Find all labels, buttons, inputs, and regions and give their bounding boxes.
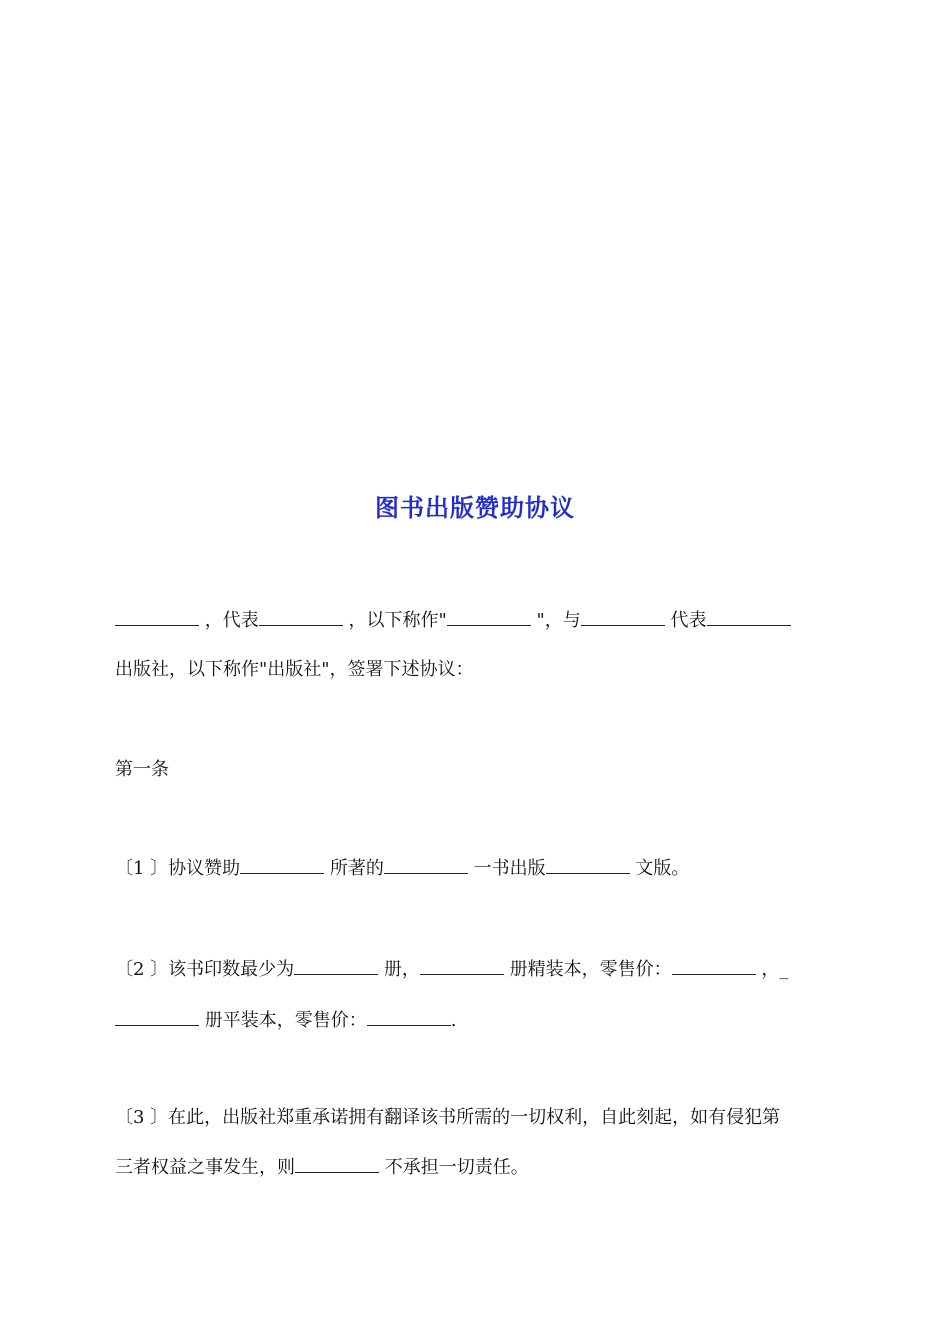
blank-field[interactable] — [367, 1008, 451, 1026]
item-3-text-prefix: 三者权益之事发生，则 — [115, 1157, 295, 1178]
item-2-line-2 — [115, 1008, 845, 1033]
item-3-line-1: 〔3 〕在此，出版社郑重承诺拥有翻译该书所需的一切权利，自此刻起，如有侵犯第 — [115, 1107, 781, 1128]
blank-field[interactable] — [546, 856, 630, 874]
item-2-text-copies: 册， — [383, 959, 420, 980]
blank-field[interactable] — [384, 856, 468, 874]
item-2-text-paperback: 册平装本，零售价： — [204, 1010, 367, 1031]
item-1-prefix: 〔1 〕协议赞助 — [115, 858, 241, 879]
intro-line-1 — [115, 608, 845, 633]
item-2-text-end: . — [450, 1010, 457, 1031]
intro-text-represent-2: 代表 — [670, 610, 707, 631]
blank-field[interactable] — [115, 608, 199, 626]
item-2-text-comma: ，_ — [761, 959, 789, 980]
blank-field[interactable] — [707, 608, 791, 626]
intro-line-2: 出版社，以下称作"出版社"，签署下述协议： — [115, 659, 474, 680]
intro-text-represent: ，代表 — [204, 610, 259, 631]
item-1-text-edition: 文版。 — [635, 858, 690, 879]
document-title: 图书出版赞助协议 — [375, 493, 575, 522]
blank-field[interactable] — [447, 608, 531, 626]
blank-field[interactable] — [294, 957, 378, 975]
intro-text-hereinafter: ，以下称作" — [348, 610, 447, 631]
blank-field[interactable] — [420, 957, 504, 975]
item-3-line-2 — [115, 1155, 845, 1180]
item-2-text-hardcover: 册精装本，零售价： — [509, 959, 672, 980]
item-1 — [115, 856, 845, 881]
intro-text-and: "，与 — [536, 610, 581, 631]
item-2-line-1 — [115, 957, 845, 982]
item-1-text-author: 所著的 — [329, 858, 384, 879]
item-3-text-suffix: 不承担一切责任。 — [384, 1157, 529, 1178]
blank-field[interactable] — [581, 608, 665, 626]
item-2-prefix: 〔2 〕该书印数最少为 — [115, 959, 295, 980]
blank-field[interactable] — [295, 1155, 379, 1173]
article-heading: 第一条 — [115, 759, 169, 780]
blank-field[interactable] — [672, 957, 756, 975]
blank-field[interactable] — [240, 856, 324, 874]
item-1-text-publish: 一书出版 — [473, 858, 546, 879]
blank-field[interactable] — [115, 1008, 199, 1026]
blank-field[interactable] — [259, 608, 343, 626]
